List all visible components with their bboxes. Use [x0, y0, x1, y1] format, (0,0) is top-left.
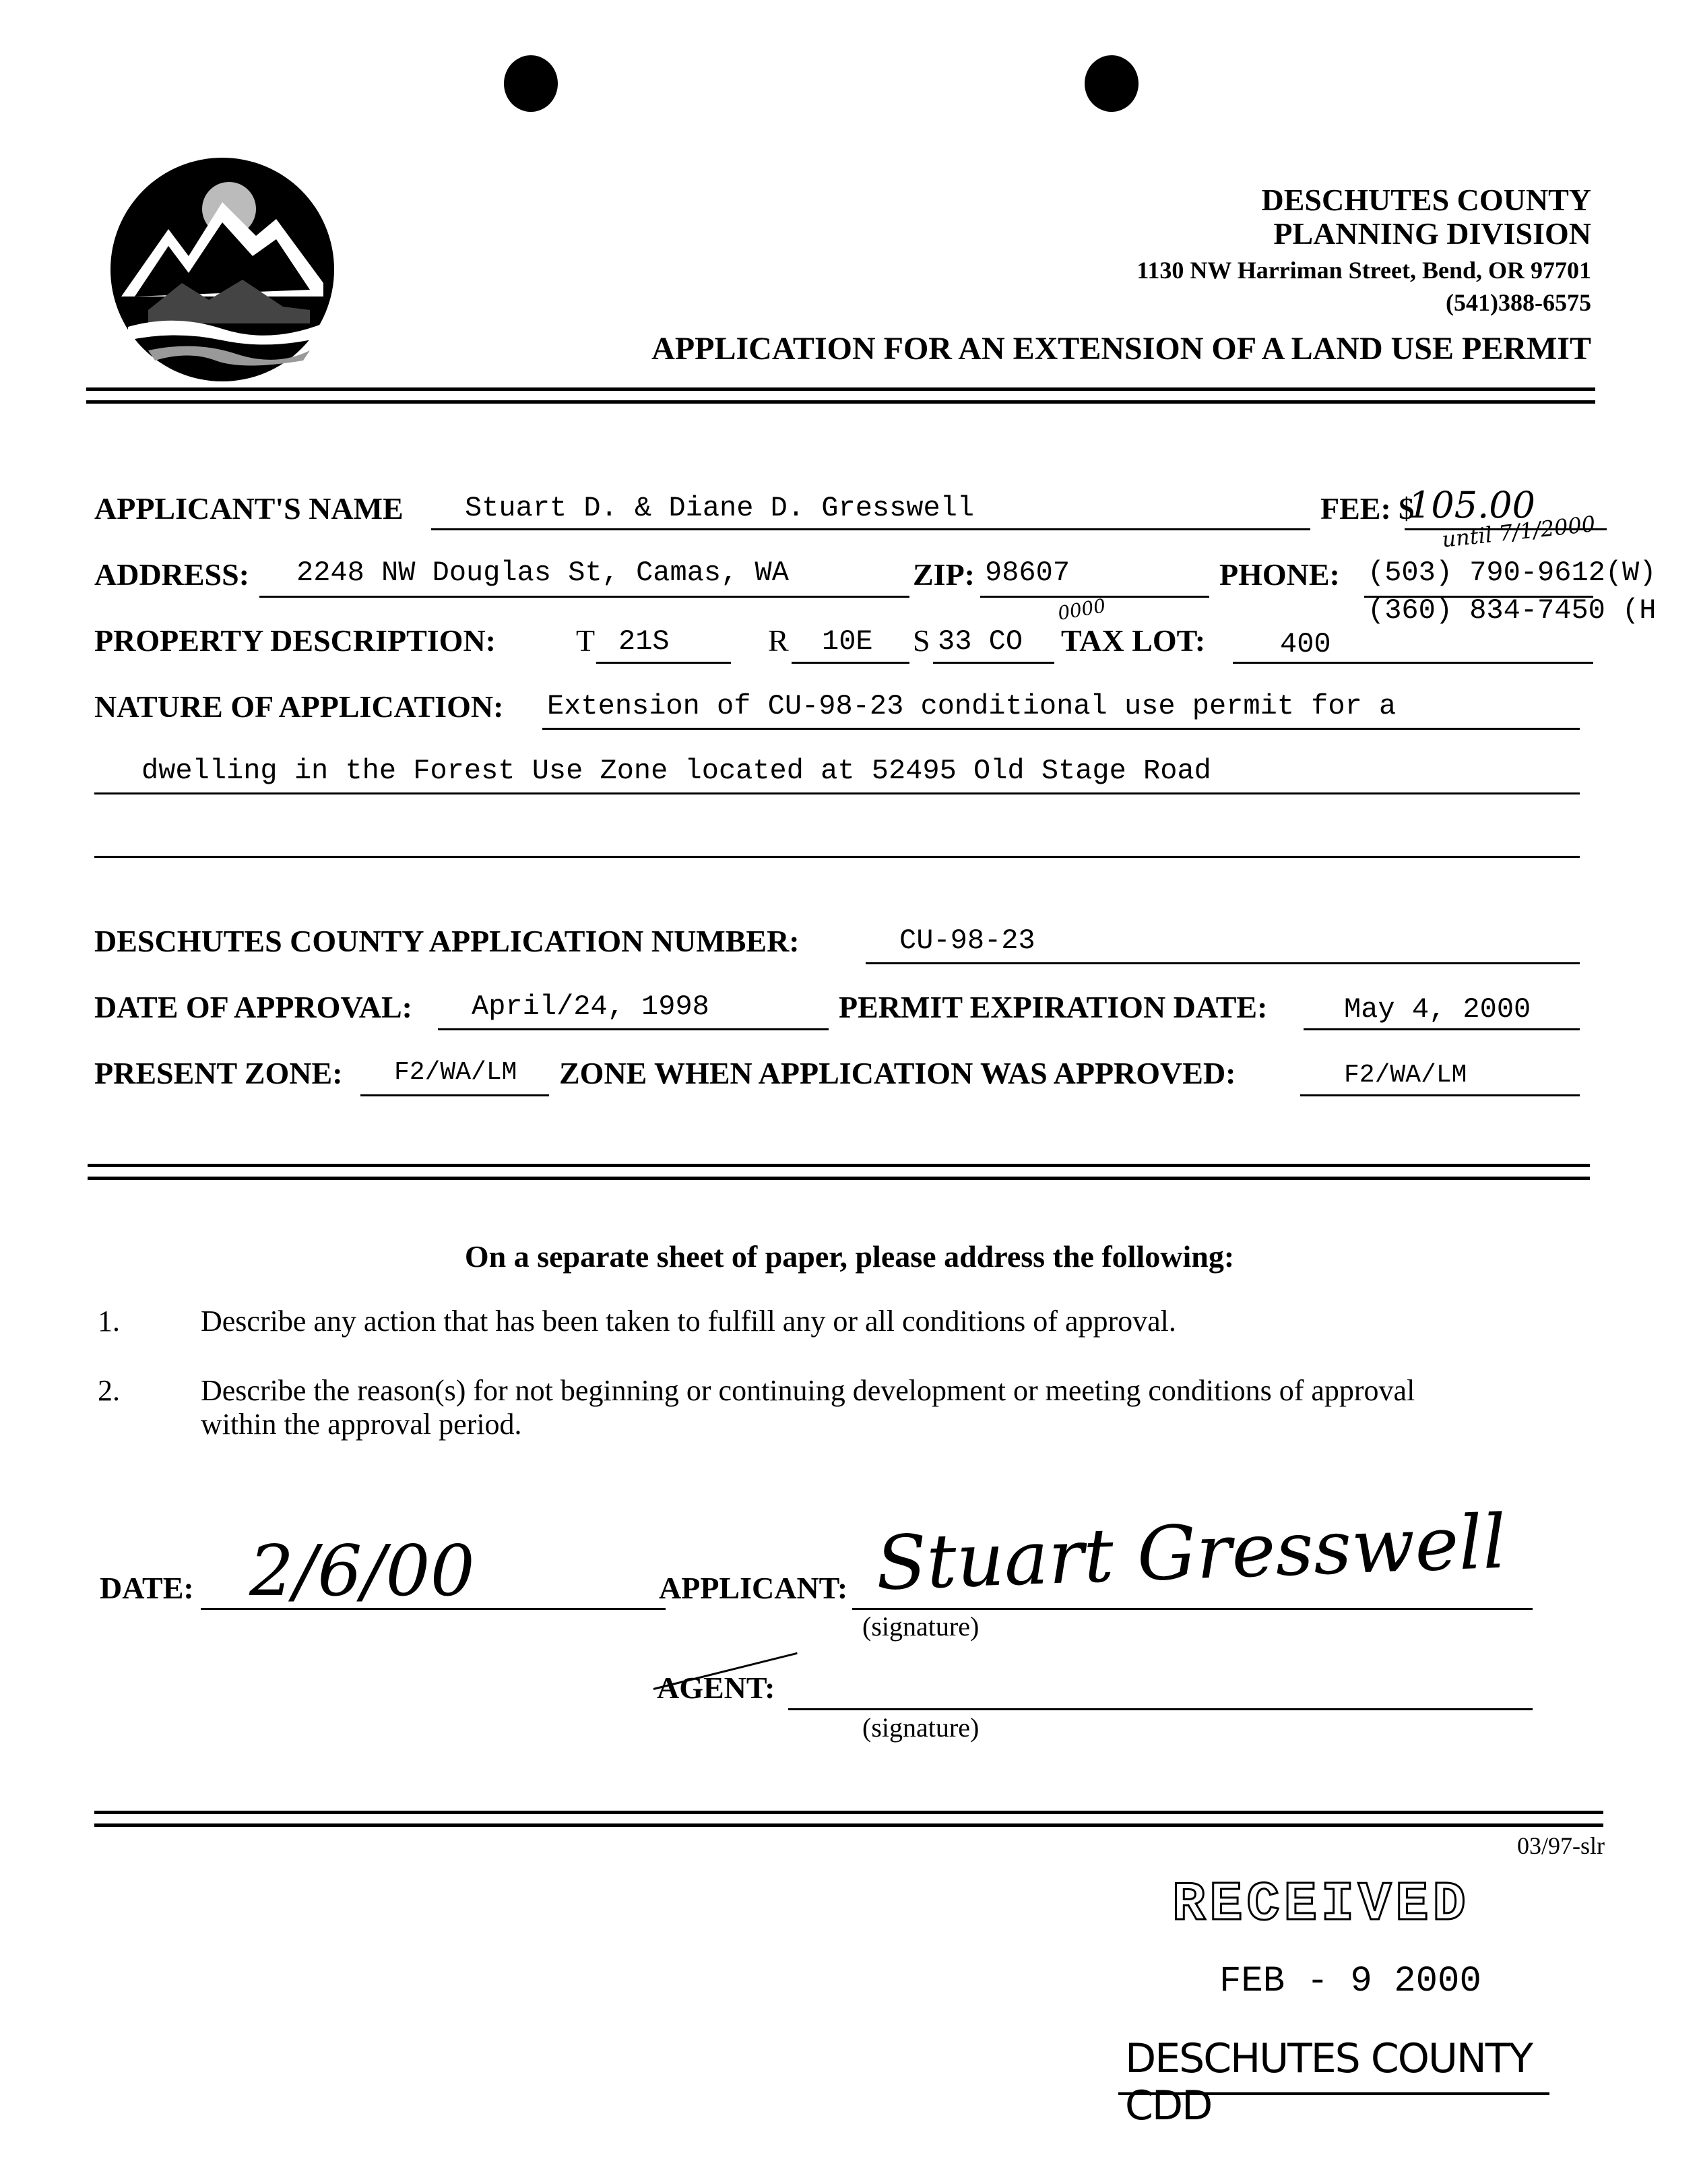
- agency-address: 1130 NW Harriman Street, Bend, OR 97701: [1136, 257, 1591, 284]
- agent-signature-caption: (signature): [862, 1712, 980, 1743]
- stamp-date: FEB - 9 2000: [1219, 1961, 1481, 2002]
- nature-line-3: [94, 856, 1580, 858]
- agency-line2: PLANNING DIVISION: [1273, 216, 1591, 251]
- present-zone-line: [360, 1094, 549, 1096]
- nature-line-2: [94, 792, 1580, 794]
- phone-value-2: (360) 834-7450 (H: [1368, 594, 1657, 627]
- phone-value-1: (503) 790-9612(W): [1368, 557, 1657, 589]
- applicant-signature-caption: (signature): [862, 1611, 980, 1642]
- township-label: T: [576, 623, 596, 658]
- agency-line1: DESCHUTES COUNTY: [1261, 183, 1591, 217]
- received-stamp: [1091, 1867, 1563, 2129]
- nature-value-line1: Extension of CU-98-23 conditional use permit for a: [547, 690, 1397, 722]
- present-zone-label: PRESENT ZONE:: [94, 1056, 343, 1090]
- agency-name: [1262, 183, 1592, 251]
- instruction-2-text-line2: within the approval period.: [201, 1408, 522, 1441]
- applicant-signature-line: [852, 1608, 1533, 1610]
- expiration-date-value: May 4, 2000: [1344, 993, 1531, 1026]
- fee-label: FEE: $: [1320, 491, 1415, 526]
- section-divider: [88, 1164, 1590, 1180]
- fee-note: until 7/1/2000: [1440, 511, 1597, 553]
- date-label: DATE:: [100, 1571, 194, 1605]
- zip-value: 98607: [985, 557, 1070, 589]
- address-label: ADDRESS:: [94, 557, 250, 592]
- app-number-value: CU-98-23: [899, 925, 1035, 957]
- approved-zone-value: F2/WA/LM: [1344, 1061, 1467, 1090]
- date-value: 2/6/00: [249, 1530, 475, 1612]
- township-line: [596, 662, 731, 664]
- header-divider: [86, 387, 1595, 404]
- address-value: 2248 NW Douglas St, Camas, WA: [296, 557, 789, 589]
- phone-label: PHONE:: [1219, 557, 1340, 592]
- instruction-1-text: Describe any action that has been taken to fulfill any or all conditions of approval.: [201, 1305, 1176, 1338]
- range-label: R: [768, 623, 789, 658]
- section-line: [933, 662, 1054, 664]
- app-number-label: DESCHUTES COUNTY APPLICATION NUMBER:: [94, 924, 800, 958]
- form-title: APPLICATION FOR AN EXTENSION OF A LAND USE PERMIT: [651, 331, 1591, 367]
- nature-label: NATURE OF APPLICATION:: [94, 689, 504, 724]
- stamp-underline: [1118, 2092, 1549, 2095]
- stamp-received: RECEIVED: [1172, 1873, 1470, 1936]
- applicant-name-value: Stuart D. & Diane D. Gresswell: [465, 492, 975, 524]
- punch-hole-left: [504, 55, 558, 112]
- nature-line-1: [542, 728, 1580, 730]
- instruction-2-text-line1: Describe the reason(s) for not beginning or continuing development or meeting conditions of approval: [201, 1374, 1415, 1407]
- approved-zone-label: ZONE WHEN APPLICATION WAS APPROVED:: [559, 1056, 1236, 1090]
- app-number-line: [866, 962, 1580, 964]
- expiration-date-line: [1304, 1028, 1580, 1030]
- address-line: [259, 596, 909, 598]
- present-zone-value: F2/WA/LM: [394, 1058, 517, 1087]
- applicant-name-line: [431, 528, 1310, 530]
- tax-lot-label: TAX LOT:: [1061, 623, 1206, 658]
- approval-date-value: April/24, 1998: [472, 991, 709, 1023]
- section-label: S: [913, 623, 930, 658]
- property-description-label: PROPERTY DESCRIPTION:: [94, 623, 496, 658]
- applicant-signature: Stuart Gresswell: [874, 1498, 1508, 1607]
- stamp-office: DESCHUTES COUNTY CDD: [1125, 2035, 1533, 2129]
- form-code: 03/97-slr: [1517, 1832, 1605, 1859]
- agent-signature-line: [788, 1708, 1533, 1710]
- footer-divider: [94, 1811, 1603, 1827]
- punch-hole-right: [1085, 55, 1139, 112]
- section-note: 0000: [1056, 594, 1108, 625]
- instruction-1-number: 1.: [98, 1305, 120, 1338]
- range-value: 10E: [822, 625, 873, 658]
- county-logo: [108, 155, 337, 384]
- expiration-date-label: PERMIT EXPIRATION DATE:: [839, 990, 1268, 1024]
- tax-lot-line: [1233, 662, 1593, 664]
- applicant-name-label: APPLICANT'S NAME: [94, 491, 404, 526]
- fee-value: 105.00: [1408, 484, 1535, 526]
- agency-phone: (541)388-6575: [1446, 289, 1591, 316]
- zip-label: ZIP:: [913, 557, 975, 592]
- approval-date-line: [438, 1028, 829, 1030]
- agent-label: AGENT:: [657, 1671, 775, 1705]
- approval-date-label: DATE OF APPROVAL:: [94, 990, 412, 1024]
- approved-zone-line: [1300, 1094, 1580, 1096]
- section-value: 33 CO: [938, 625, 1023, 658]
- township-value: 21S: [618, 625, 670, 658]
- tax-lot-value: 400: [1280, 628, 1331, 660]
- applicant-label: APPLICANT:: [659, 1571, 848, 1605]
- instruction-2-number: 2.: [98, 1374, 120, 1407]
- range-line: [792, 662, 909, 664]
- nature-value-line2: dwelling in the Forest Use Zone located at 52495 Old Stage Road: [141, 755, 1211, 787]
- instructions-heading: On a separate sheet of paper, please address the following:: [464, 1239, 1235, 1274]
